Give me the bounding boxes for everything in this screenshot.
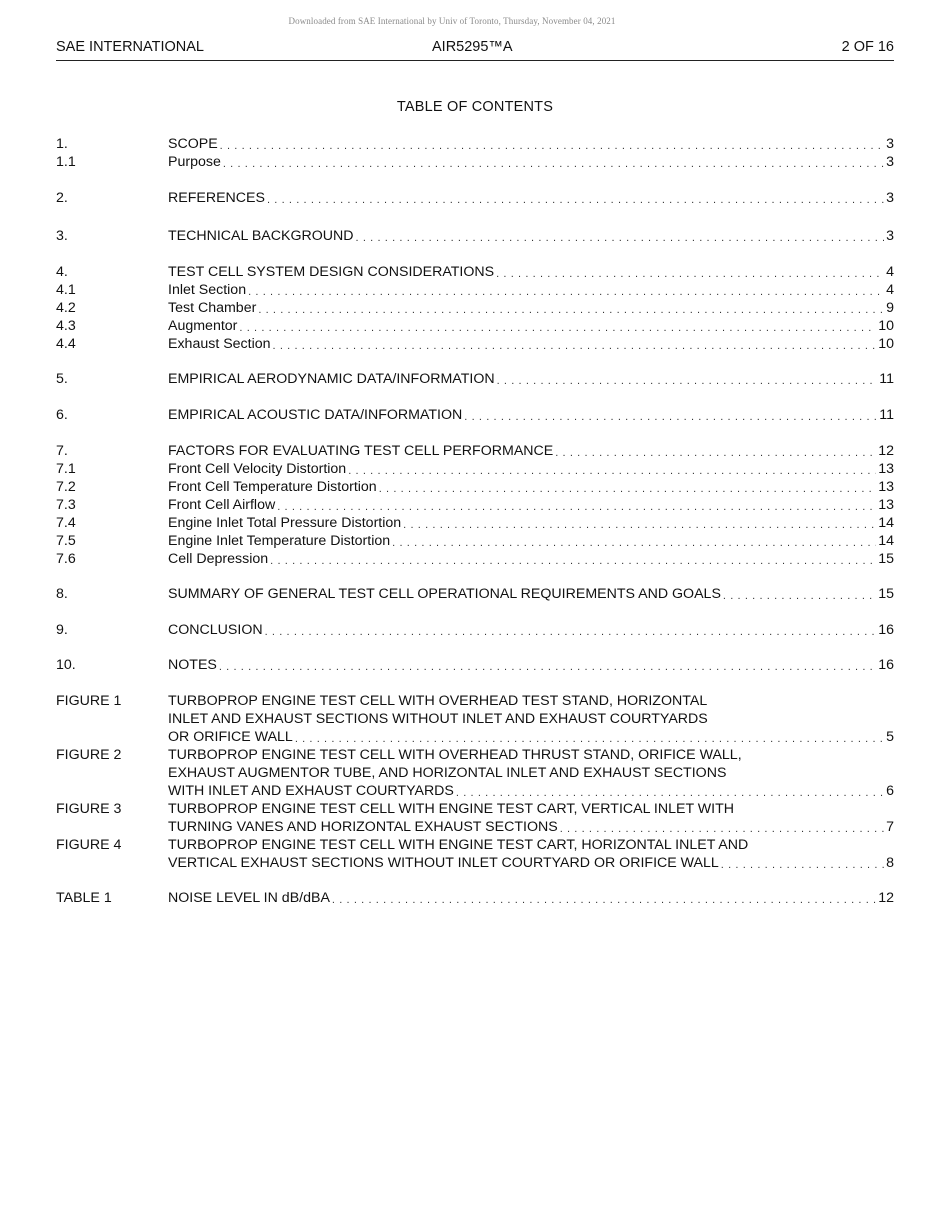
toc-entry-number: 1.1 (56, 154, 76, 170)
toc-entry-page: 16 (878, 622, 894, 638)
toc-entry-title: Engine Inlet Total Pressure Distortion (168, 515, 402, 531)
toc-entry-number: 1. (56, 136, 68, 152)
toc-entry[interactable] (56, 442, 894, 460)
toc-entry[interactable] (56, 532, 894, 550)
toc-entry-page: 3 (886, 228, 894, 244)
leader-dots (392, 536, 876, 550)
toc-entry-title: NOTES (168, 657, 217, 673)
toc-entry-page: 10 (878, 336, 894, 352)
toc-figure-title-line: TURNING VANES AND HORIZONTAL EXHAUST SECTIONS (168, 819, 558, 835)
leader-dots (220, 139, 884, 153)
toc-entry[interactable] (56, 135, 894, 153)
toc-entry-page: 3 (886, 136, 894, 152)
leader-dots (496, 267, 884, 281)
toc-entry-number: 2. (56, 190, 68, 206)
toc-entry-number: 4.2 (56, 300, 76, 316)
toc-figure-title-line: EXHAUST AUGMENTOR TUBE, AND HORIZONTAL INLET AND EXHAUST SECTIONS (168, 765, 727, 781)
leader-dots (403, 518, 876, 532)
toc-entry-page: 13 (878, 479, 894, 495)
toc-figure-title-line: WITH INLET AND EXHAUST COURTYARDS (168, 783, 454, 799)
toc-entry-number: 10. (56, 657, 76, 673)
toc-table-entry[interactable] (56, 889, 894, 907)
toc-figure-entry[interactable] (56, 800, 894, 836)
toc-entry-page: 14 (878, 533, 894, 549)
leader-dots (497, 374, 878, 388)
header-organization: SAE INTERNATIONAL (56, 39, 204, 55)
toc-entry[interactable] (56, 153, 894, 171)
leader-dots (464, 410, 877, 424)
toc-entry-page: 11 (879, 371, 894, 387)
toc-figure-page: 5 (886, 729, 894, 745)
toc-figure-number: FIGURE 1 (56, 693, 122, 709)
leader-dots (332, 893, 876, 907)
leader-dots (723, 589, 876, 603)
toc-entry-page: 10 (878, 318, 894, 334)
toc-group-2 (56, 189, 894, 207)
toc-figure-title-line: TURBOPROP ENGINE TEST CELL WITH OVERHEAD THRUST STAND, ORIFICE WALL, (168, 747, 742, 763)
toc-entry-title: FACTORS FOR EVALUATING TEST CELL PERFORMANCE (168, 443, 554, 459)
leader-dots (555, 446, 876, 460)
toc-entry[interactable] (56, 460, 894, 478)
toc-entry-page: 11 (879, 407, 894, 423)
toc-entry-number: 7.1 (56, 461, 76, 477)
toc-figure-number: FIGURE 3 (56, 801, 122, 817)
leader-dots (356, 231, 885, 245)
toc-entry[interactable] (56, 335, 894, 353)
toc-entry[interactable] (56, 496, 894, 514)
leader-dots (223, 157, 884, 171)
toc-entry[interactable] (56, 189, 894, 207)
toc-entry[interactable] (56, 317, 894, 335)
toc-group-10 (56, 656, 894, 674)
toc-figure-number: FIGURE 2 (56, 747, 122, 763)
toc-entry-number: 9. (56, 622, 68, 638)
toc-entry-page: 3 (886, 190, 894, 206)
toc-figure-title-line: INLET AND EXHAUST SECTIONS WITHOUT INLET AND EXHAUST COURTYARDS (168, 711, 708, 727)
toc-entry-page: 3 (886, 154, 894, 170)
toc-entry-title: EMPIRICAL ACOUSTIC DATA/INFORMATION (168, 407, 463, 423)
toc-group-7 (56, 442, 894, 568)
toc-entry-title: TECHNICAL BACKGROUND (168, 228, 354, 244)
toc-figure-title-line: TURBOPROP ENGINE TEST CELL WITH ENGINE TEST CART, HORIZONTAL INLET AND (168, 837, 749, 853)
toc-entry-page: 4 (886, 264, 894, 280)
toc-entry[interactable] (56, 585, 894, 603)
toc-entry-title: EMPIRICAL AERODYNAMIC DATA/INFORMATION (168, 371, 495, 387)
leader-dots (277, 500, 876, 514)
toc-entry-number: 7.4 (56, 515, 76, 531)
toc-entry-number: 7.6 (56, 551, 76, 567)
toc-group-3 (56, 227, 894, 245)
toc-figure-entry[interactable] (56, 836, 894, 872)
leader-dots (270, 554, 876, 568)
toc-group-6 (56, 406, 894, 424)
toc-entry[interactable] (56, 227, 894, 245)
toc-entry[interactable] (56, 621, 894, 639)
toc-entry-number: 7. (56, 443, 68, 459)
toc-entry-page: 13 (878, 497, 894, 513)
leader-dots (721, 858, 884, 872)
toc-entry-title: Augmentor (168, 318, 238, 334)
header-document-id: AIR5295™A (432, 39, 513, 55)
toc-entry-title: CONCLUSION (168, 622, 263, 638)
toc-figures (56, 692, 894, 872)
leader-dots (258, 303, 884, 317)
toc-entry-page: 15 (878, 551, 894, 567)
toc-figure-title-line: TURBOPROP ENGINE TEST CELL WITH ENGINE TEST CART, VERTICAL INLET WITH (168, 801, 735, 817)
toc-figure-number: FIGURE 4 (56, 837, 122, 853)
leader-dots (560, 822, 884, 836)
toc-entry[interactable] (56, 299, 894, 317)
toc-entry-title: Inlet Section (168, 282, 247, 298)
toc-entry-page: 16 (878, 657, 894, 673)
toc-entry-number: 7.2 (56, 479, 76, 495)
leader-dots (295, 732, 884, 746)
toc-table-number: TABLE 1 (56, 890, 112, 906)
toc-figure-title-line: TURBOPROP ENGINE TEST CELL WITH OVERHEAD TEST STAND, HORIZONTAL (168, 693, 708, 709)
toc-entry-number: 5. (56, 371, 68, 387)
toc-heading: TABLE OF CONTENTS (396, 99, 554, 115)
toc-entry-page: 15 (878, 586, 894, 602)
toc-entry-number: 7.3 (56, 497, 76, 513)
toc-entry-page: 9 (886, 300, 894, 316)
header-page-number: 2 OF 16 (841, 39, 894, 55)
toc-figure-page: 6 (886, 783, 894, 799)
toc-entry-number: 4. (56, 264, 68, 280)
toc-entry-page: 12 (878, 443, 894, 459)
toc-entry[interactable] (56, 478, 894, 496)
toc-table-page: 12 (878, 890, 894, 906)
download-watermark: Downloaded from SAE International by Univ of Toronto, Thursday, November 04, 2021 (288, 16, 616, 26)
toc-group-9 (56, 621, 894, 639)
toc-entry-number: 6. (56, 407, 68, 423)
toc-entry[interactable] (56, 550, 894, 568)
leader-dots (265, 625, 877, 639)
toc-entry-title: TEST CELL SYSTEM DESIGN CONSIDERATIONS (168, 264, 495, 280)
toc-entry-page: 14 (878, 515, 894, 531)
toc-figure-entry[interactable] (56, 746, 894, 800)
toc-entry-number: 4.1 (56, 282, 76, 298)
toc-entry[interactable] (56, 406, 894, 424)
toc-entry-page: 4 (886, 282, 894, 298)
toc-entry-title: REFERENCES (168, 190, 265, 206)
toc-entry[interactable] (56, 656, 894, 674)
toc-entry[interactable] (56, 263, 894, 281)
toc-entry-title: Front Cell Temperature Distortion (168, 479, 377, 495)
toc-figure-title-line: VERTICAL EXHAUST SECTIONS WITHOUT INLET COURTYARD OR ORIFICE WALL (168, 855, 719, 871)
toc-entry-title: Front Cell Airflow (168, 497, 276, 513)
toc-group-5 (56, 370, 894, 388)
toc-tables (56, 889, 894, 907)
toc-entry[interactable] (56, 514, 894, 532)
toc-group-8 (56, 585, 894, 603)
leader-dots (239, 321, 876, 335)
leader-dots (248, 285, 884, 299)
toc-group-4 (56, 263, 894, 353)
toc-entry-number: 7.5 (56, 533, 76, 549)
toc-entry-number: 4.3 (56, 318, 76, 334)
toc-table-title: NOISE LEVEL IN dB/dBA (168, 890, 330, 906)
toc-entry-title: Purpose (168, 154, 221, 170)
toc-entry-page: 13 (878, 461, 894, 477)
leader-dots (267, 193, 884, 207)
toc-figure-page: 7 (886, 819, 894, 835)
toc-entry-number: 4.4 (56, 336, 76, 352)
toc-entry[interactable] (56, 370, 894, 388)
leader-dots (273, 339, 877, 353)
toc-entry-title: Cell Depression (168, 551, 269, 567)
toc-figure-page: 8 (886, 855, 894, 871)
toc-entry-number: 8. (56, 586, 68, 602)
page-header (56, 38, 894, 61)
toc-entry-title: Exhaust Section (168, 336, 271, 352)
toc-entry-title: Front Cell Velocity Distortion (168, 461, 347, 477)
toc-figure-entry[interactable] (56, 692, 894, 746)
leader-dots (348, 464, 876, 478)
toc-entry-title: SUMMARY OF GENERAL TEST CELL OPERATIONAL REQUIREMENTS AND GOALS (168, 586, 721, 602)
toc-entry-title: Engine Inlet Temperature Distortion (168, 533, 391, 549)
leader-dots (456, 786, 884, 800)
toc-figure-title-line: OR ORIFICE WALL (168, 729, 293, 745)
leader-dots (379, 482, 877, 496)
toc-group-1 (56, 135, 894, 171)
leader-dots (219, 660, 876, 674)
toc-entry[interactable] (56, 281, 894, 299)
toc-entry-title: SCOPE (168, 136, 218, 152)
toc-entry-title: Test Chamber (168, 300, 257, 316)
toc-entry-number: 3. (56, 228, 68, 244)
